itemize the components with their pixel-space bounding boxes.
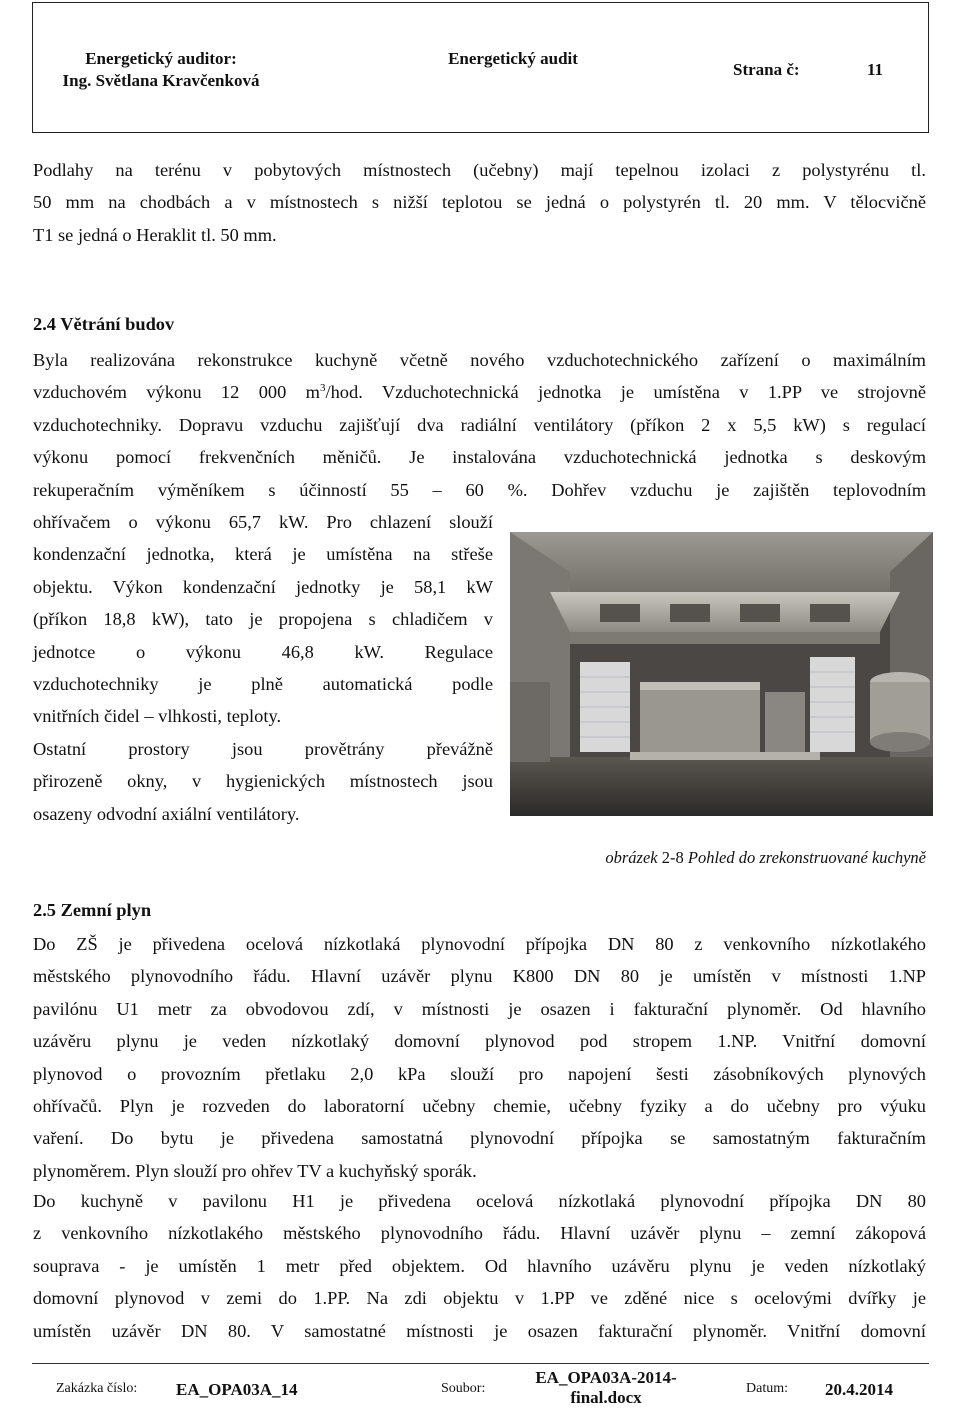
- ventilation-paragraph: [33, 344, 926, 506]
- section-heading-gas: [33, 900, 151, 921]
- section-number: 2.5: [33, 900, 56, 920]
- text-line: domovní plynovod v zemi do 1.PP. Na zdi objektu v 1.PP ve zděné nice s ocelovými dvířky je: [33, 1288, 926, 1309]
- file-value-line: final.docx: [570, 1388, 642, 1407]
- text-line: vzduchotechniky je plně automatická podle: [33, 674, 493, 695]
- section-number: 2.4: [33, 314, 56, 334]
- text-line: Byla realizována rekonstrukce kuchyně včetně nového vzduchotechnického zařízení o maximálním: [33, 350, 926, 370]
- text-line: Ostatní prostory jsou provětrány převážně: [33, 738, 493, 759]
- text-line: vnitřních čidel – vlhkosti, teploty.: [33, 706, 282, 727]
- order-value: EA_OPA03A_14: [176, 1380, 298, 1399]
- text-line: vaření. Do bytu je přivedena samostatná plynovodní přípojka se samostatným fakturačním: [33, 1128, 926, 1149]
- text-line: vzduchotechniky. Dopravu vzduchu zajišťují dva radiální ventilátory (příkon 2 x 5,5 kW) s regulací: [33, 414, 926, 435]
- text-line: z venkovního nízkotlakého městského plynovodního řádu. Hlavní uzávěr plynu – zemní zákopová: [33, 1223, 926, 1244]
- text-line: [33, 376, 926, 408]
- date-value: 20.4.2014: [825, 1380, 893, 1399]
- text-line: osazeny odvodní axiální ventilátory.: [33, 803, 300, 824]
- figure-caption: [564, 848, 926, 868]
- file-value-line: EA_OPA03A-2014-: [535, 1368, 677, 1387]
- text-line: Do kuchyně v pavilonu H1 je přivedena ocelová nízkotlaká plynovodní přípojka DN 80: [33, 1191, 926, 1211]
- gas-paragraph-kitchen: [33, 1185, 926, 1347]
- ventilation-paragraph-continued: [33, 506, 493, 830]
- text-line: pavilónu U1 metr za obvodovou zdí, v místnosti je osazen i fakturační plynoměr. Od hlavního: [33, 998, 926, 1019]
- text-line: rekuperačním výměníkem s účinností 55 – 60 %. Dohřev vzduchu je zajištěn teplovodním: [33, 479, 926, 500]
- text-line: T1 se jedná o Heraklit tl. 50 mm.: [33, 224, 277, 245]
- superscript: 3: [320, 382, 326, 395]
- caption-number: 2-8: [661, 848, 684, 867]
- section-title: Větrání budov: [60, 314, 175, 334]
- auditor-name: Ing. Světlana Kravčenková: [62, 71, 260, 90]
- floor-insulation-paragraph: [33, 154, 926, 251]
- text-line: kondenzační jednotka, která je umístěna na střeše: [33, 544, 493, 565]
- text-line: umístěn uzávěr DN 80. V samostatné místnosti je osazen fakturační plynoměr. Vnitřní domovní: [33, 1320, 926, 1341]
- text-line: přirozeně okny, v hygienických místnostech jsou: [33, 771, 493, 792]
- text-line: plynovod o provozním přetlaku 2,0 kPa slouží pro napojení šesti zásobníkových plynových: [33, 1063, 926, 1084]
- page-header: [32, 2, 929, 133]
- text-line: Podlahy na terénu v pobytových místnostech (učebny) mají tepelnou izolaci z polystyrénu tl.: [33, 160, 926, 180]
- gas-paragraph-school: [33, 928, 926, 1187]
- section-heading-ventilation: [33, 314, 174, 335]
- text-line: uzávěru plynu je veden nízkotlaký domovní plynovod pod stropem 1.NP. Vnitřní domovní: [33, 1031, 926, 1052]
- auditor-block: [33, 48, 289, 92]
- text-line: ohřívačů. Plyn je rozveden do laboratorní učebny chemie, učebny fyziky a do učebny pro výuku: [33, 1096, 926, 1117]
- text-line: ohřívačem o výkonu 65,7 kW. Pro chlazení slouží: [33, 512, 493, 532]
- text-fragment: vzduchovém výkonu 12 000 m: [33, 382, 320, 403]
- date-label: Datum:: [746, 1381, 788, 1396]
- text-line: objektu. Výkon kondenzační jednotky je 58,1 kW: [33, 576, 493, 597]
- text-fragment: /hod. Vzduchotechnická jednotka je umístěna v 1.PP ve strojovně: [325, 382, 926, 403]
- kitchen-photo: [510, 532, 933, 816]
- order-label: Zakázka číslo:: [56, 1381, 138, 1396]
- page-number: 11: [867, 60, 884, 79]
- text-line: Do ZŠ je přivedena ocelová nízkotlaká plynovodní přípojka DN 80 z venkovního nízkotlakého: [33, 934, 926, 954]
- text-line: výkonu pomocí frekvenčních měničů. Je instalována vzduchotechnická jednotka s deskovým: [33, 447, 926, 468]
- footer-divider: [32, 1363, 929, 1364]
- file-value: [521, 1368, 691, 1408]
- document-title: Energetický audit: [448, 49, 578, 68]
- text-line: (příkon 18,8 kW), tato je propojena s chladičem v: [33, 609, 493, 630]
- page-label: Strana č:: [733, 60, 800, 79]
- kitchen-illustration: [510, 532, 933, 816]
- page-indicator: [733, 59, 923, 81]
- text-line: městského plynovodního řádu. Hlavní uzávěr plynu K800 DN 80 je umístěn v místnosti 1.NP: [33, 966, 926, 987]
- text-line: jednotce o výkonu 46,8 kW. Regulace: [33, 641, 493, 662]
- section-title: Zemní plyn: [60, 900, 152, 920]
- caption-text: Pohled do zrekonstruované kuchyně: [687, 848, 926, 867]
- text-line: plynoměrem. Plyn slouží pro ohřev TV a kuchyňský sporák.: [33, 1160, 477, 1181]
- caption-prefix: obrázek: [605, 848, 658, 867]
- auditor-label: Energetický auditor:: [85, 49, 237, 68]
- file-label: Soubor:: [441, 1381, 486, 1396]
- text-line: souprava - je umístěn 1 metr před objektem. Od hlavního uzávěru plynu je veden nízkotlaký: [33, 1255, 926, 1276]
- text-line: 50 mm na chodbách a v místnostech s nižší teplotou se jedná o polystyrén tl. 20 mm. V tělocvičně: [33, 192, 926, 213]
